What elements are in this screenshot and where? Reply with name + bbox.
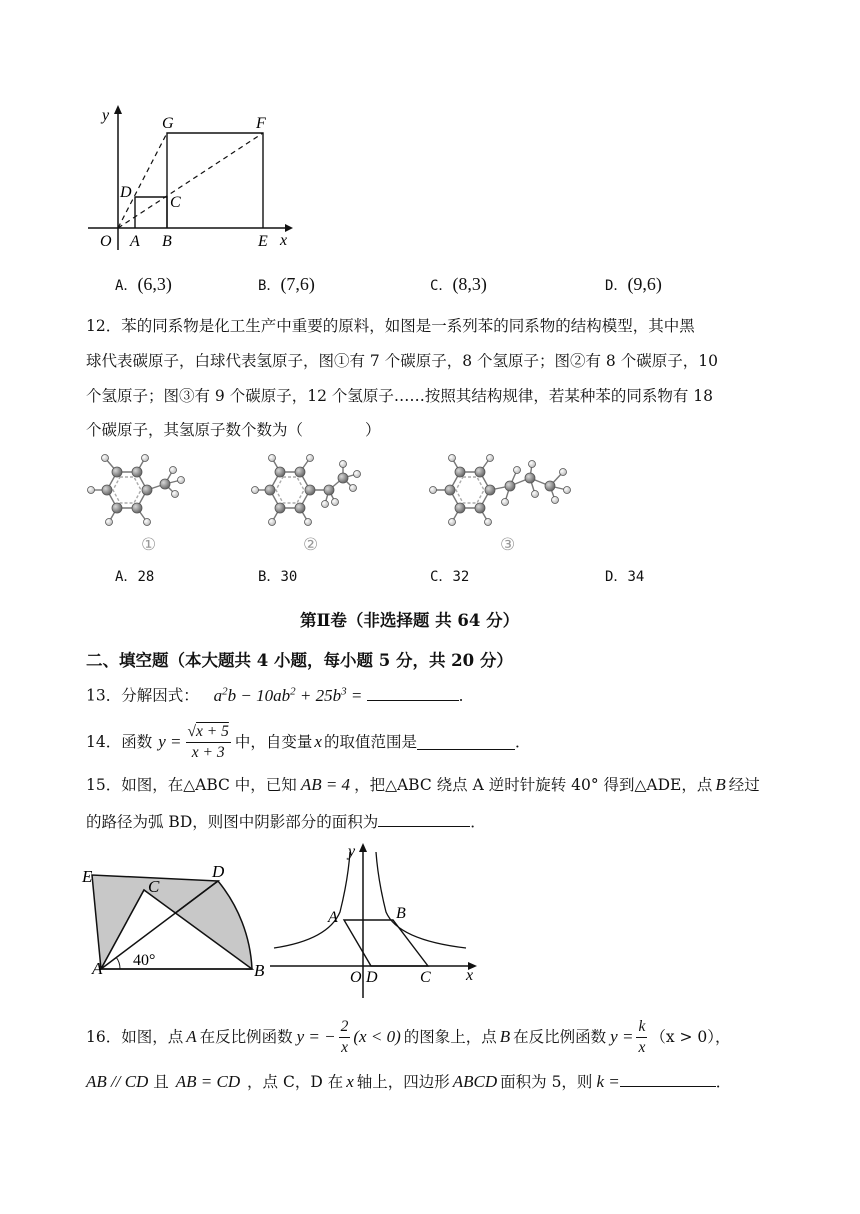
q12-line-3: 个氢原子；图③有 9 个碳原子，12 个氢原子……按照其结构规律，若某种苯的同系物有 18 bbox=[86, 387, 714, 405]
fig15-label-e: E bbox=[82, 867, 93, 886]
fig11-label-a: A bbox=[130, 233, 140, 250]
fig15-label-d: D bbox=[212, 862, 225, 881]
q13-answer-blank[interactable] bbox=[367, 685, 459, 701]
fig16-label-d: D bbox=[366, 969, 378, 986]
q11-option-b: B．(7,6) bbox=[258, 274, 315, 294]
q12-option-c: C．32 bbox=[430, 569, 470, 585]
fig15-label-a: A bbox=[92, 959, 103, 978]
q12-option-d: D．34 bbox=[605, 569, 645, 585]
fig15-label-b: B bbox=[254, 961, 265, 980]
q14-answer-blank[interactable] bbox=[417, 734, 515, 750]
q16-fraction-1: $\frac{2}{x}$ bbox=[340, 1017, 349, 1056]
q12-line-4: 个碳原子，其氢原子数个数为（ ） bbox=[86, 421, 381, 439]
fig15-angle-label: 40° bbox=[133, 952, 156, 969]
q13: 13．分解因式： $a^2b - 10ab^2 + 25b^3$ = ． bbox=[86, 685, 475, 705]
fig16-label-o: O bbox=[350, 969, 362, 986]
fig15-label-c: C bbox=[148, 877, 160, 896]
part2-heading: 二、填空题（本大题共 4 小题，每小题 5 分，共 20 分） bbox=[86, 651, 513, 670]
molecule-3-caption: ③ bbox=[500, 535, 516, 554]
q13-expression: $a^2b - 10ab^2 + 25b^3$ = bbox=[213, 685, 363, 705]
molecule-1-caption: ① bbox=[141, 535, 157, 554]
fig11-label-x: x bbox=[280, 232, 288, 249]
q15-figure bbox=[78, 852, 278, 987]
q12-option-b: B．30 bbox=[258, 569, 298, 585]
fig11-label-g: G bbox=[162, 115, 174, 132]
q12-molecules-figure bbox=[85, 450, 585, 560]
molecule-2-caption: ② bbox=[303, 535, 319, 554]
q12-option-a: A．28 bbox=[115, 569, 155, 585]
fig11-label-b: B bbox=[162, 233, 172, 250]
q16-figure bbox=[268, 840, 483, 1000]
q14-fraction bbox=[186, 722, 231, 763]
q15-answer-blank[interactable] bbox=[378, 811, 470, 827]
q11-option-c: C．(8,3) bbox=[430, 274, 487, 294]
q12-line-1: 12．苯的同系物是化工生产中重要的原料，如图是一系列苯的同系物的结构模型，其中黑 bbox=[86, 317, 695, 335]
section-title: 第Ⅱ卷（非选择题 共 64 分） bbox=[300, 611, 520, 630]
q15-line-2: 的路径为弧 BD，则图中阴影部分的面积为 ． bbox=[86, 813, 486, 831]
q13-prefix: 13．分解因式： bbox=[86, 686, 199, 705]
q12-line-2: 球代表碳原子，白球代表氢原子，图①有 7 个碳原子，8 个氢原子；图②有 8 个碳原子，10 bbox=[86, 352, 718, 370]
fig16-label-x: x bbox=[466, 967, 474, 984]
q11-option-d: D．(9,6) bbox=[605, 274, 662, 294]
q11-option-a: A．(6,3) bbox=[115, 274, 172, 294]
fig11-label-c: C bbox=[170, 194, 181, 211]
fig11-label-y: y bbox=[102, 107, 110, 124]
q11-figure bbox=[80, 100, 300, 255]
fig16-label-a: A bbox=[328, 909, 338, 926]
fig11-label-d: D bbox=[120, 184, 132, 201]
q16-fraction-2: $\frac{k}{x}$ bbox=[638, 1017, 646, 1056]
q16-line-1: 16．如图，点 A 在反比例函数 y = − $\frac{2}{x}$ (x < 0) 的图象上，点 B 在反比例函数 y = $\frac{k}{x}$ （x > 0）， bbox=[86, 1017, 731, 1056]
q14: 14．函数 y = $\frac{√x + 5}{x + 3}$ 中，自变量 x 的取值范围是 ． bbox=[86, 722, 531, 761]
q16-answer-blank[interactable] bbox=[620, 1071, 716, 1087]
q15-line-1: 15．如图，在△ABC 中，已知 AB = 4 ，把△ABC 绕点 A 逆时针旋转 40° 得到△ADE，点 B 经过 bbox=[86, 775, 760, 794]
q16-line-2: AB // CD 且 AB = CD ，点 C，D 在 x 轴上，四边形 ABCD 面积为 5，则 k = ． bbox=[86, 1072, 732, 1091]
fig16-label-y: y bbox=[348, 843, 356, 860]
fig16-label-b: B bbox=[396, 905, 406, 922]
fig11-label-o: O bbox=[100, 233, 112, 250]
fig11-label-f: F bbox=[256, 115, 266, 132]
q14-denominator: x + 3 bbox=[191, 743, 225, 761]
fig11-label-e: E bbox=[258, 233, 268, 250]
fig16-label-c: C bbox=[420, 969, 431, 986]
q14-numerator: √x + 5 bbox=[186, 722, 231, 743]
